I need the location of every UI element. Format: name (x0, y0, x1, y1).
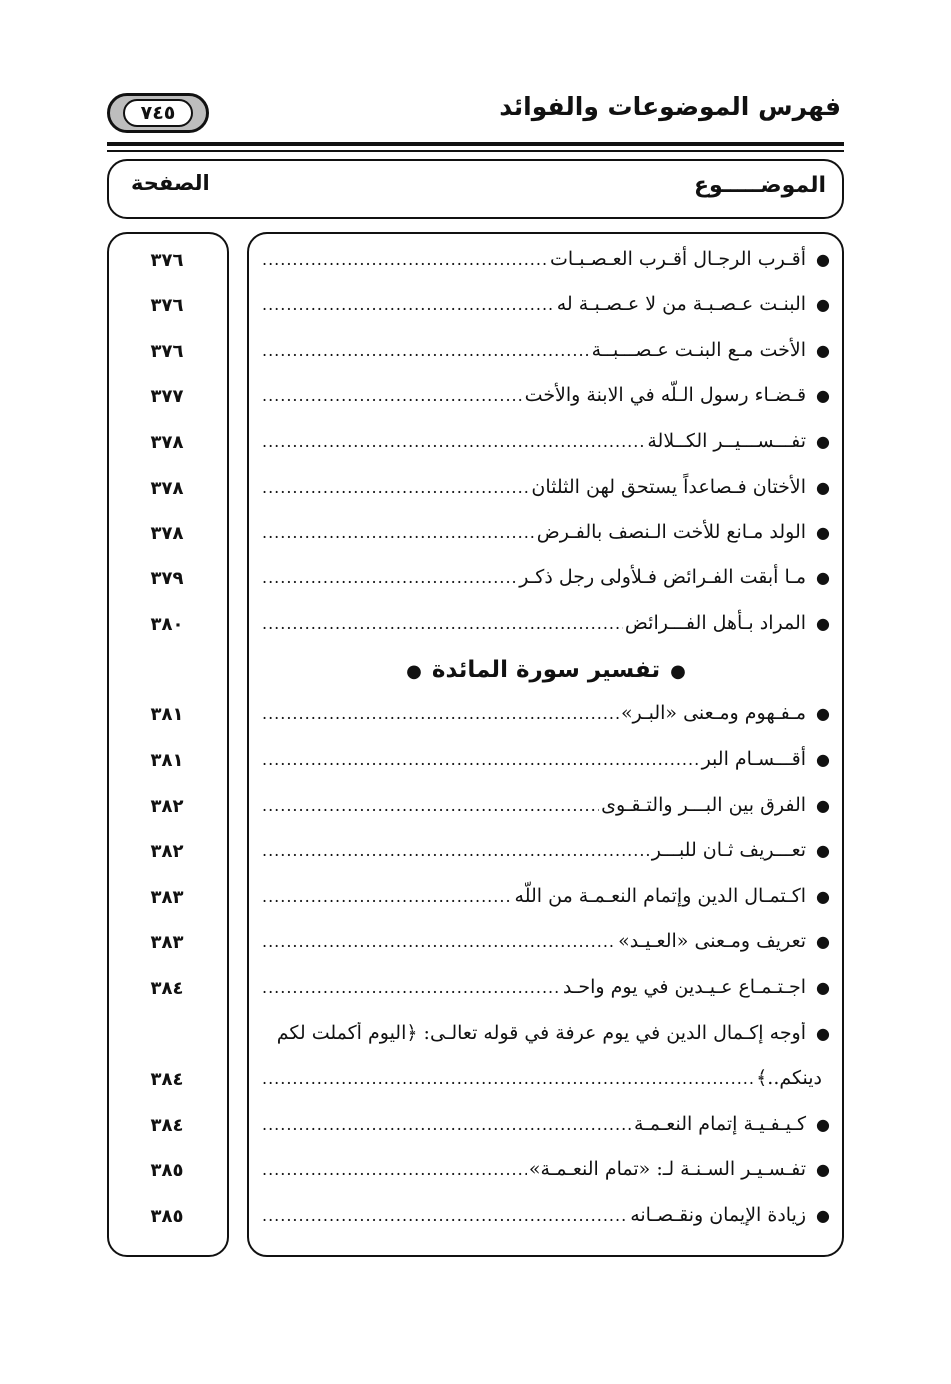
bullet-icon: ● (816, 386, 830, 405)
toc-entry-line2 (262, 1067, 830, 1101)
toc-entry (262, 794, 830, 828)
entry-title: مـا أبقت الفـرائض فـلأولى رجل ذكـر (519, 566, 807, 588)
toc-entry (262, 430, 830, 464)
entry-page-number: ٣٧٧ (150, 386, 184, 407)
bullet-icon: ● (816, 1206, 830, 1225)
toc-entry (262, 521, 830, 555)
bullet-icon: ● (816, 523, 830, 542)
leader-dots (262, 250, 548, 269)
entry-page-number: ٣٧٨ (150, 432, 184, 453)
entry-page-number: ٣٨٣ (150, 887, 184, 908)
toc-entry (262, 748, 830, 782)
bullet-icon: ● (816, 614, 830, 633)
toc-entry (262, 248, 830, 282)
entry-page-number: ٣٨٠ (150, 614, 184, 635)
toc-entry (262, 1113, 830, 1147)
entry-page-number: ٣٧٦ (150, 250, 184, 271)
header-rule-thin (107, 150, 844, 152)
entry-page-number: ٣٨٥ (150, 1160, 184, 1181)
leader-dots (262, 386, 523, 405)
entry-title-line1: أوجه إكـمال الدين في يوم عرفة في قوله تعالـى: ﴿اليوم أكملت لكم (276, 1022, 807, 1044)
entry-page-number: ٣٧٨ (150, 523, 184, 544)
toc-entry (262, 384, 830, 418)
entry-title: تعريف ومـعنى «العـيـد» (618, 930, 807, 952)
entry-page-number: ٣٧٦ (150, 341, 184, 362)
entry-title: اجـتـمـاع عـيـدين في يوم واحـد (562, 976, 807, 998)
bullet-icon: ● (816, 704, 830, 723)
leader-dots (262, 932, 616, 951)
entry-title: اكـتمـال الدين وإتمام النعـمـة من اللّه (514, 885, 807, 907)
leader-dots (262, 1206, 628, 1225)
leader-dots (262, 704, 619, 723)
entry-title: الأختان فـصاعداً يستحق لهن الثلثان (531, 476, 807, 498)
section-heading-text: تفسير سورة المائدة (431, 657, 661, 683)
entry-title: البنـت عـصـبـة من لا عـصـبـة له (556, 293, 807, 315)
entry-page-number: ٣٨٢ (150, 841, 184, 862)
bullet-icon: ● (816, 750, 830, 769)
entry-page-number: ٣٧٨ (150, 478, 184, 499)
entry-title: كـيـفـيـة إتمام النعـمـة (634, 1113, 807, 1135)
leader-dots (262, 341, 590, 360)
leader-dots (262, 295, 555, 314)
toc-entry (262, 885, 830, 919)
toc-entry (262, 339, 830, 373)
entry-title: تفـسـيـر السـنـة لـ: «تمام النعـمـة» (528, 1158, 807, 1180)
entry-title: قـضـاء رسول الـلّه في الابنة والأخت (524, 384, 807, 406)
bullet-icon: ● (816, 1024, 830, 1043)
entry-page-number: ٣٨١ (150, 704, 184, 725)
entry-title: مـفـهوم ومـعنى «البـر» (620, 702, 807, 724)
bullet-icon: ● (816, 432, 830, 451)
entry-title: الفرق بين البـــر والتـقـوى (601, 794, 807, 816)
bullet-icon: ● (816, 841, 830, 860)
leader-dots (262, 841, 650, 860)
toc-entry (262, 702, 830, 736)
bullet-icon: ● (670, 661, 686, 682)
page-column-label: الصفحة (131, 171, 210, 195)
running-title: فهرس الموضوعات والفوائد (499, 92, 841, 121)
bullet-icon: ● (816, 341, 830, 360)
leader-dots (262, 750, 700, 769)
entry-page-number: ٣٨٤ (150, 1115, 184, 1136)
leader-dots (262, 614, 623, 633)
entry-title: المراد بـأهل الفـــرائض (624, 612, 807, 634)
page-number: ٧٤٥ (123, 99, 193, 127)
bullet-icon: ● (816, 887, 830, 906)
leader-dots (262, 568, 517, 587)
leader-dots (262, 1069, 754, 1088)
leader-dots (262, 978, 561, 997)
entry-page-number: ٣٨٣ (150, 932, 184, 953)
bullet-icon: ● (816, 796, 830, 815)
toc-entry (262, 293, 830, 327)
entry-title: الولد مـانع للأخت الـنصف بالفـرض (536, 521, 807, 543)
bullet-icon: ● (816, 250, 830, 269)
leader-dots (262, 796, 599, 815)
toc-entry (262, 976, 830, 1010)
leader-dots (262, 523, 535, 542)
toc-entry-line1 (262, 1022, 830, 1056)
leader-dots (262, 432, 645, 451)
header-rule-thick (107, 142, 844, 146)
bullet-icon: ● (816, 978, 830, 997)
toc-entry (262, 566, 830, 600)
toc-entry (262, 839, 830, 873)
toc-entry (262, 476, 830, 510)
toc-entry (262, 930, 830, 964)
section-heading (262, 657, 830, 693)
leader-dots (262, 887, 513, 906)
topic-column-label: الموضـــــوع (693, 173, 826, 198)
bullet-icon: ● (816, 932, 830, 951)
entry-page-number: ٣٨٤ (150, 1069, 184, 1090)
toc-entry (262, 1204, 830, 1238)
entry-page-number: ٣٨٤ (150, 978, 184, 999)
leader-dots (262, 478, 529, 497)
page-number-badge (107, 93, 209, 133)
toc-entry (262, 1158, 830, 1192)
entry-title: الأخت مـع البنـت عـصـــبــة (591, 339, 807, 361)
entry-page-number: ٣٨٢ (150, 796, 184, 817)
toc-entry (262, 612, 830, 646)
bullet-icon: ● (816, 568, 830, 587)
entry-title: زيادة الإيمان ونقـصـانه (630, 1204, 807, 1226)
leader-dots (262, 1115, 632, 1134)
entry-title: أقـــسـام البر (701, 748, 807, 770)
entry-page-number: ٣٧٩ (150, 568, 184, 589)
bullet-icon: ● (816, 478, 830, 497)
bullet-icon: ● (406, 661, 422, 682)
entry-title: تعـــريف ثـان للبـــر (651, 839, 807, 861)
column-header-box (107, 159, 844, 219)
leader-dots (262, 1160, 527, 1179)
entry-title: تفـــســـيــر الكــلالة (647, 430, 807, 452)
entry-title-line2: دينكم..﴾ (756, 1067, 822, 1089)
entry-page-number: ٣٨٥ (150, 1206, 184, 1227)
entry-page-number: ٣٨١ (150, 750, 184, 771)
entry-title: أقـرب الرجـال أقـرب العـصـبـات (550, 248, 807, 270)
entry-page-number: ٣٧٦ (150, 295, 184, 316)
bullet-icon: ● (816, 1160, 830, 1179)
bullet-icon: ● (816, 295, 830, 314)
bullet-icon: ● (816, 1115, 830, 1134)
